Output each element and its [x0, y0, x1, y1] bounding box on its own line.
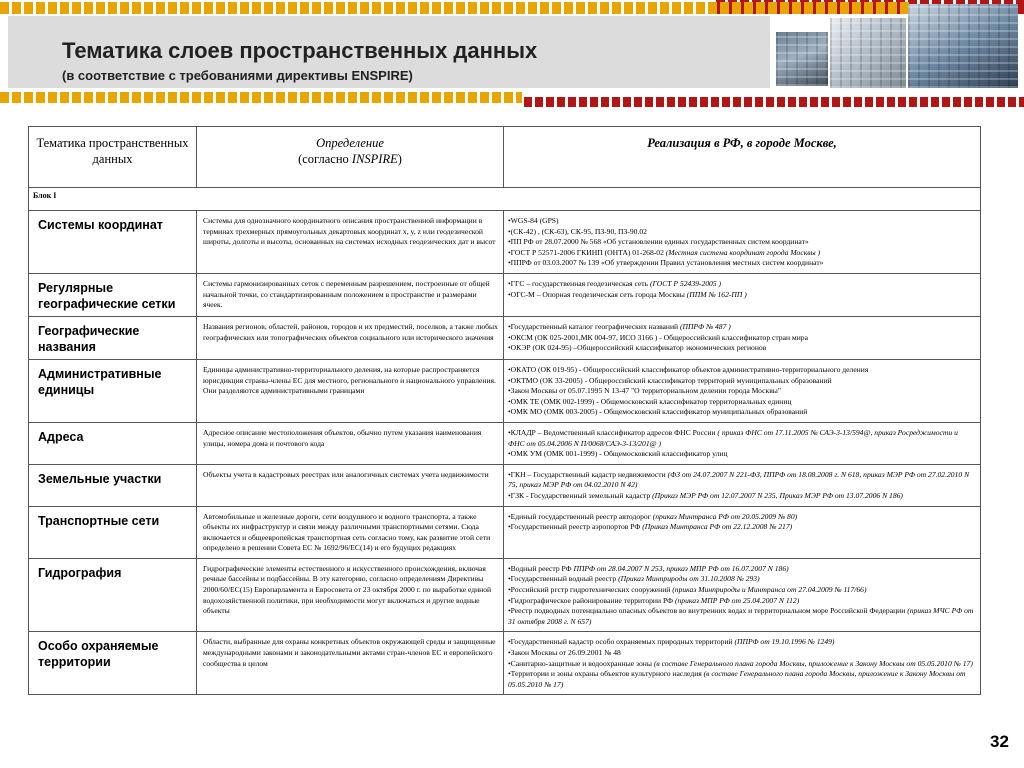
implementation-item: • ГЗК - Государственный земельный кадастр (Приказ МЭР РФ от 12.07.2007 N 235, Приказ МЭР РФ от 13.07.2006 N 186) — [508, 491, 975, 502]
row-definition: Области, выбранные для охраны конкретных объектов окружающей среды и защищенные международными законами и законодательными актами стран-членов ЕС и европейского сообщества в целом — [197, 632, 504, 695]
implementation-item: • ОМК ТЕ (ОМК 002-1999) - Общемосковский классификатор территориальных единиц — [508, 397, 975, 408]
implementation-item: • Российский ргстр гидротехнических сооружений (приказ Минприроды и Минтранса от 27.04.2009 № 117/66) — [508, 585, 975, 596]
slide-header — [0, 0, 1024, 122]
col-header-definition: Определение (согласно INSPIRE) — [197, 127, 504, 188]
slide-title: Тематика слоев пространственных данных — [62, 38, 538, 63]
table-row — [29, 558, 981, 632]
implementation-item: • КЛАДР – Ведомственный классификатор адресов ФНС России ( приказ ФНС от 17.11.2005 № САЭ-3-13/594@, приказ Росреджимости и ФНС от 05.04.2006 N П/0068/САЭ-3-13/201@ ) — [508, 428, 975, 449]
implementation-item: • ОКСМ (ОК 025-2001,МК 004-97, ИСО 3166 ) - Общероссийский классификатор стран мира — [508, 333, 975, 344]
row-theme: Системы координат — [29, 211, 197, 274]
row-implementation — [504, 464, 981, 506]
row-theme: Транспортные сети — [29, 506, 197, 558]
table-row — [29, 211, 981, 274]
implementation-item: • Реестр подводных потенциально опасных объектов во внутренних водах и территориальном море Российской Федерации (приказ МЧС РФ от 31 октября 2008 г. N 657) — [508, 606, 975, 627]
implementation-item: • ОГС-М – Опорная геодезическая сеть города Москвы (ППМ № 162-ПП ) — [508, 290, 975, 301]
implementation-item: • Государственный водный реестр (Приказ Минприроды от 31.10.2008 № 293) — [508, 574, 975, 585]
row-implementation — [504, 273, 981, 316]
col-header-implementation: Реализация в РФ, в городе Москве, — [504, 127, 981, 188]
row-definition: Единицы административно-территориального деления, на которые распространяется юрисдикция страны-члены ЕС для местного, регионального и национального управления. Они разделяются административными границами — [197, 359, 504, 422]
row-theme: Особо охраняемые территории — [29, 632, 197, 695]
block-row — [29, 188, 981, 211]
row-theme: Земельные участки — [29, 464, 197, 506]
implementation-item: • Государственный кадастр особо охраняемых природных территорий (ППРФ от 19.10.1996 № 1249) — [508, 637, 975, 648]
implementation-item: • Государственный каталог географических названий (ППРФ № 487 ) — [508, 322, 975, 333]
row-implementation — [504, 558, 981, 632]
row-theme: Регулярные географические сетки — [29, 273, 197, 316]
slide-subtitle: (в соответствие с требованиями директивы ENSPIRE) — [62, 68, 413, 83]
building-photo-2 — [830, 18, 906, 88]
implementation-item: • Закон Москвы от 26.09.2001 № 48 — [508, 648, 975, 659]
table-row — [29, 273, 981, 316]
table-row — [29, 506, 981, 558]
row-implementation — [504, 359, 981, 422]
implementation-item: • Единый государственный реестр автодорог (приказ Минтранса РФ от 20.05.2009 № 80) — [508, 512, 975, 523]
building-photo-1 — [776, 32, 828, 86]
implementation-item: • Закон Москвы от 05.07.1995 N 13-47 "О территориальном делении города Москвы" — [508, 386, 975, 397]
row-implementation — [504, 632, 981, 695]
table-row — [29, 464, 981, 506]
row-implementation — [504, 506, 981, 558]
row-definition: Гидрографические элементы естественного и искусственного происхождения, включая речные бассейны и подбассейны. В эту категорию, согласно определениям Директивы 2000/60/ЕС(15) Европарламента и Евросовета от 23 октября 2000 г. по выработке единой водохозяйственной политики, при необходимости могут включаться и другие водные объекты — [197, 558, 504, 632]
table-row — [29, 422, 981, 464]
implementation-item: • ПП РФ от 28.07.2000 № 568 «Об установлении единых государственных систем координат» — [508, 237, 975, 248]
row-definition: Системы гармонизированных сеток с переменным разрешением, построенные от общей начальной точки, со стандартизированным положением в пространстве и размерами ячеек. — [197, 273, 504, 316]
implementation-item: • ОМК УМ (ОМК 001-1999) - Общемосковский классификатор улиц — [508, 449, 975, 460]
block-label: Блок I — [29, 188, 981, 211]
row-theme: Географические названия — [29, 316, 197, 359]
row-definition: Адресное описание местоположения объектов, обычно путем указания наименования улицы, номера дома и почтового кода — [197, 422, 504, 464]
decorative-red-squares-bottom — [524, 97, 1024, 107]
implementation-item: • ГКН – Государственный кадастр недвижимости (ФЗ от 24.07.2007 N 221-ФЗ, ППРФ от 18.08.2008 г. N 618, приказ МЭР РФ от 27.02.2010 N 75, приказ МЭР РФ от 04.02.2010 N 42) — [508, 470, 975, 491]
row-theme: Адреса — [29, 422, 197, 464]
table-row — [29, 316, 981, 359]
row-implementation — [504, 316, 981, 359]
row-implementation — [504, 422, 981, 464]
row-definition: Названия регионов, областей, районов, городов и их предместий, поселков, а также любых географических или топографических объектов социального или исторического значения — [197, 316, 504, 359]
table-row — [29, 632, 981, 695]
implementation-item: • ГОСТ Р 52571-2006 ГКИНП (ОНТА) 01-268-02 (Местная система координат города Москвы ) — [508, 248, 975, 259]
implementation-item: • ОКЭР (ОК 024-95) –Общероссийский классификатор экономических регионов — [508, 343, 975, 354]
table-header-row — [29, 127, 981, 188]
row-definition: Автомобильные и железные дороги, сети воздушного и водного транспорта, а также объекты их инфраструктур и связи между различными транспортными сетями. Сюда включается и общеевропейская транспортная сеть согласно тому, как развитие этой сети определено в решении Совета ЕС № 1692/96/EC(14) и его будущих редакциях — [197, 506, 504, 558]
implementation-item: • Гидрографическое районирование территории РФ (приказ МПР РФ от 25.04.2007 N 112) — [508, 596, 975, 607]
implementation-item: • Государственный реестр аэропортов РФ (Приказ Минтранса РФ от 22.12.2008 № 217) — [508, 522, 975, 533]
spatial-data-themes-table — [28, 126, 981, 695]
row-implementation — [504, 211, 981, 274]
implementation-item: • ОКАТО (ОК 019-95) - Общероссийский классификатор объектов административно-территориального деления — [508, 365, 975, 376]
col-header-theme: Тематика пространственных данных — [29, 127, 197, 188]
decorative-orange-squares-bottom — [0, 92, 522, 103]
implementation-item: • ППРФ от 03.03.2007 № 139 «Об утверждении Правил установления местных систем координат» — [508, 258, 975, 269]
implementation-item: • Территории и зоны охраны объектов культурного наследия (в составе Генерального плана города Москвы, приложение к Закону Москвы от 05.05.2010 № 17) — [508, 669, 975, 690]
row-theme: Административные единицы — [29, 359, 197, 422]
implementation-item: • (СК-42) , (СК-63), СК-95, ПЗ-90, ПЗ-90.02 — [508, 227, 975, 238]
implementation-item: • WGS-84 (GPS) — [508, 216, 975, 227]
implementation-item: • Санитарно-защитные и водоохранные зоны (в составе Генерального плана города Москвы, приложение к Закону Москвы от 05.05.2010 № 17) — [508, 659, 975, 670]
implementation-item: • Водный реестр РФ ППРФ от 28.04.2007 N 253, приказ МПР РФ от 16.07.2007 N 186) — [508, 564, 975, 575]
decorative-orange-squares-top — [0, 2, 910, 14]
row-definition: Системы для однозначного координатного описания пространственной информации в терминах трехмерных прямоугольных декартовых координат x, y, z или геодезической широты, долготы и высоты, основанных на системах исходных геодезических дат и высот — [197, 211, 504, 274]
implementation-item: • ГГС – государственная геодезическая сеть (ГОСТ Р 52439-2005 ) — [508, 279, 975, 290]
implementation-item: • ОКТМО (ОК 33-2005) - Общероссийский классификатор территорий муниципальных образований — [508, 376, 975, 387]
implementation-item: • ОМК МО (ОМК 003-2005) - Общемосковский классификатор муниципальных образований — [508, 407, 975, 418]
row-definition: Объекты учета в кадастровых реестрах или аналогичных системах учета недвижимости — [197, 464, 504, 506]
table-row — [29, 359, 981, 422]
page-number: 32 — [990, 732, 1009, 751]
building-photo-3 — [908, 4, 1018, 88]
row-theme: Гидрография — [29, 558, 197, 632]
